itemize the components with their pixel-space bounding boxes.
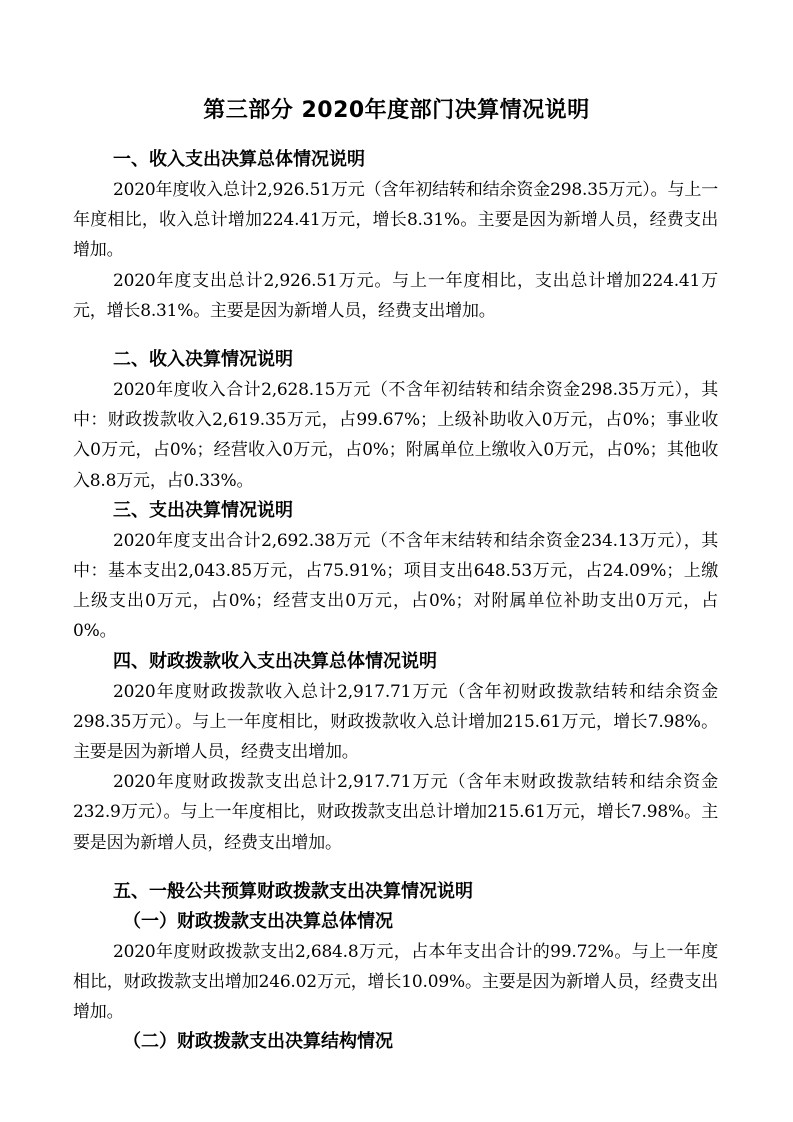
section-heading-general-budget: 五、一般公共预算财政拨款支出决算情况说明 — [113, 880, 473, 902]
paragraph-expense-detail: 2020年度支出合计2,692.38万元（不含年末结转和结余资金234.13万元），其中：基本支出2,043.85万元，占75.91%；项目支出648.53万元，占24.09%；上缴上级支出0万元，占0%；经营支出0万元，占0%；对附属单位补助支出0万元，占0%。 — [73, 530, 718, 642]
spacer — [73, 326, 718, 345]
paragraph-expense-total: 2020年度支出总计2,926.51万元。与上一年度相比，支出总计增加224.41万元，增长8.31%。主要是因为新增人员，经费支出增加。 — [73, 270, 718, 321]
paragraph-income-total: 2020年度收入总计2,926.51万元（含年初结转和结余资金298.35万元）。与上一年度相比，收入总计增加224.41万元，增长8.31%。主要是因为新增人员，经费支出增加。 — [73, 180, 718, 261]
subsection-heading-overall: （一）财政拨款支出决算总体情况 — [123, 910, 393, 932]
paragraph-income-detail: 2020年度收入合计2,628.15万元（不含年初结转和结余资金298.35万元），其中：财政拨款收入2,619.35万元，占99.67%；上级补助收入0万元，占0%；事业收入0万元，占0%；经营收入0万元，占0%；附属单位上缴收入0万元，占0%；其他收入8.8万元，占0.33%。 — [73, 380, 718, 491]
section-heading-income: 二、收入决算情况说明 — [113, 349, 293, 371]
section-heading-income-expense-overview: 一、收入支出决算总体情况说明 — [113, 149, 365, 170]
section-heading-fiscal-appropriation: 四、财政拨款收入支出决算总体情况说明 — [113, 650, 437, 672]
document-body — [73, 145, 718, 1057]
paragraph-general-budget-expense: 2020年度财政拨款支出2,684.8万元，占本年支出合计的99.72%。与上一年度相比，财政拨款支出增加246.02万元，增长10.09%。主要是因为新增人员，经费支出增加。 — [73, 941, 718, 1023]
paragraph-fiscal-income: 2020年度财政拨款收入总计2,917.71万元（含年初财政拨款结转和结余资金298.35万元）。与上一年度相比，财政拨款收入总计增加215.61万元，增长7.98%。主要是因为新增人员，经费支出增加。 — [73, 681, 718, 763]
section-heading-expense: 三、支出决算情况说明 — [113, 499, 293, 521]
subsection-heading-structure: （二）财政拨款支出决算结构情况 — [123, 1031, 393, 1053]
paragraph-fiscal-expense: 2020年度财政拨款支出总计2,917.71万元（含年末财政拨款结转和结余资金232.9万元）。与上一年度相比，财政拨款支出总计增加215.61万元，增长7.98%。主要是因为新增人员，经费支出增加。 — [73, 772, 718, 853]
spacer — [73, 858, 718, 877]
page-title: 第三部分 2020年度部门决算情况说明 — [203, 98, 590, 123]
